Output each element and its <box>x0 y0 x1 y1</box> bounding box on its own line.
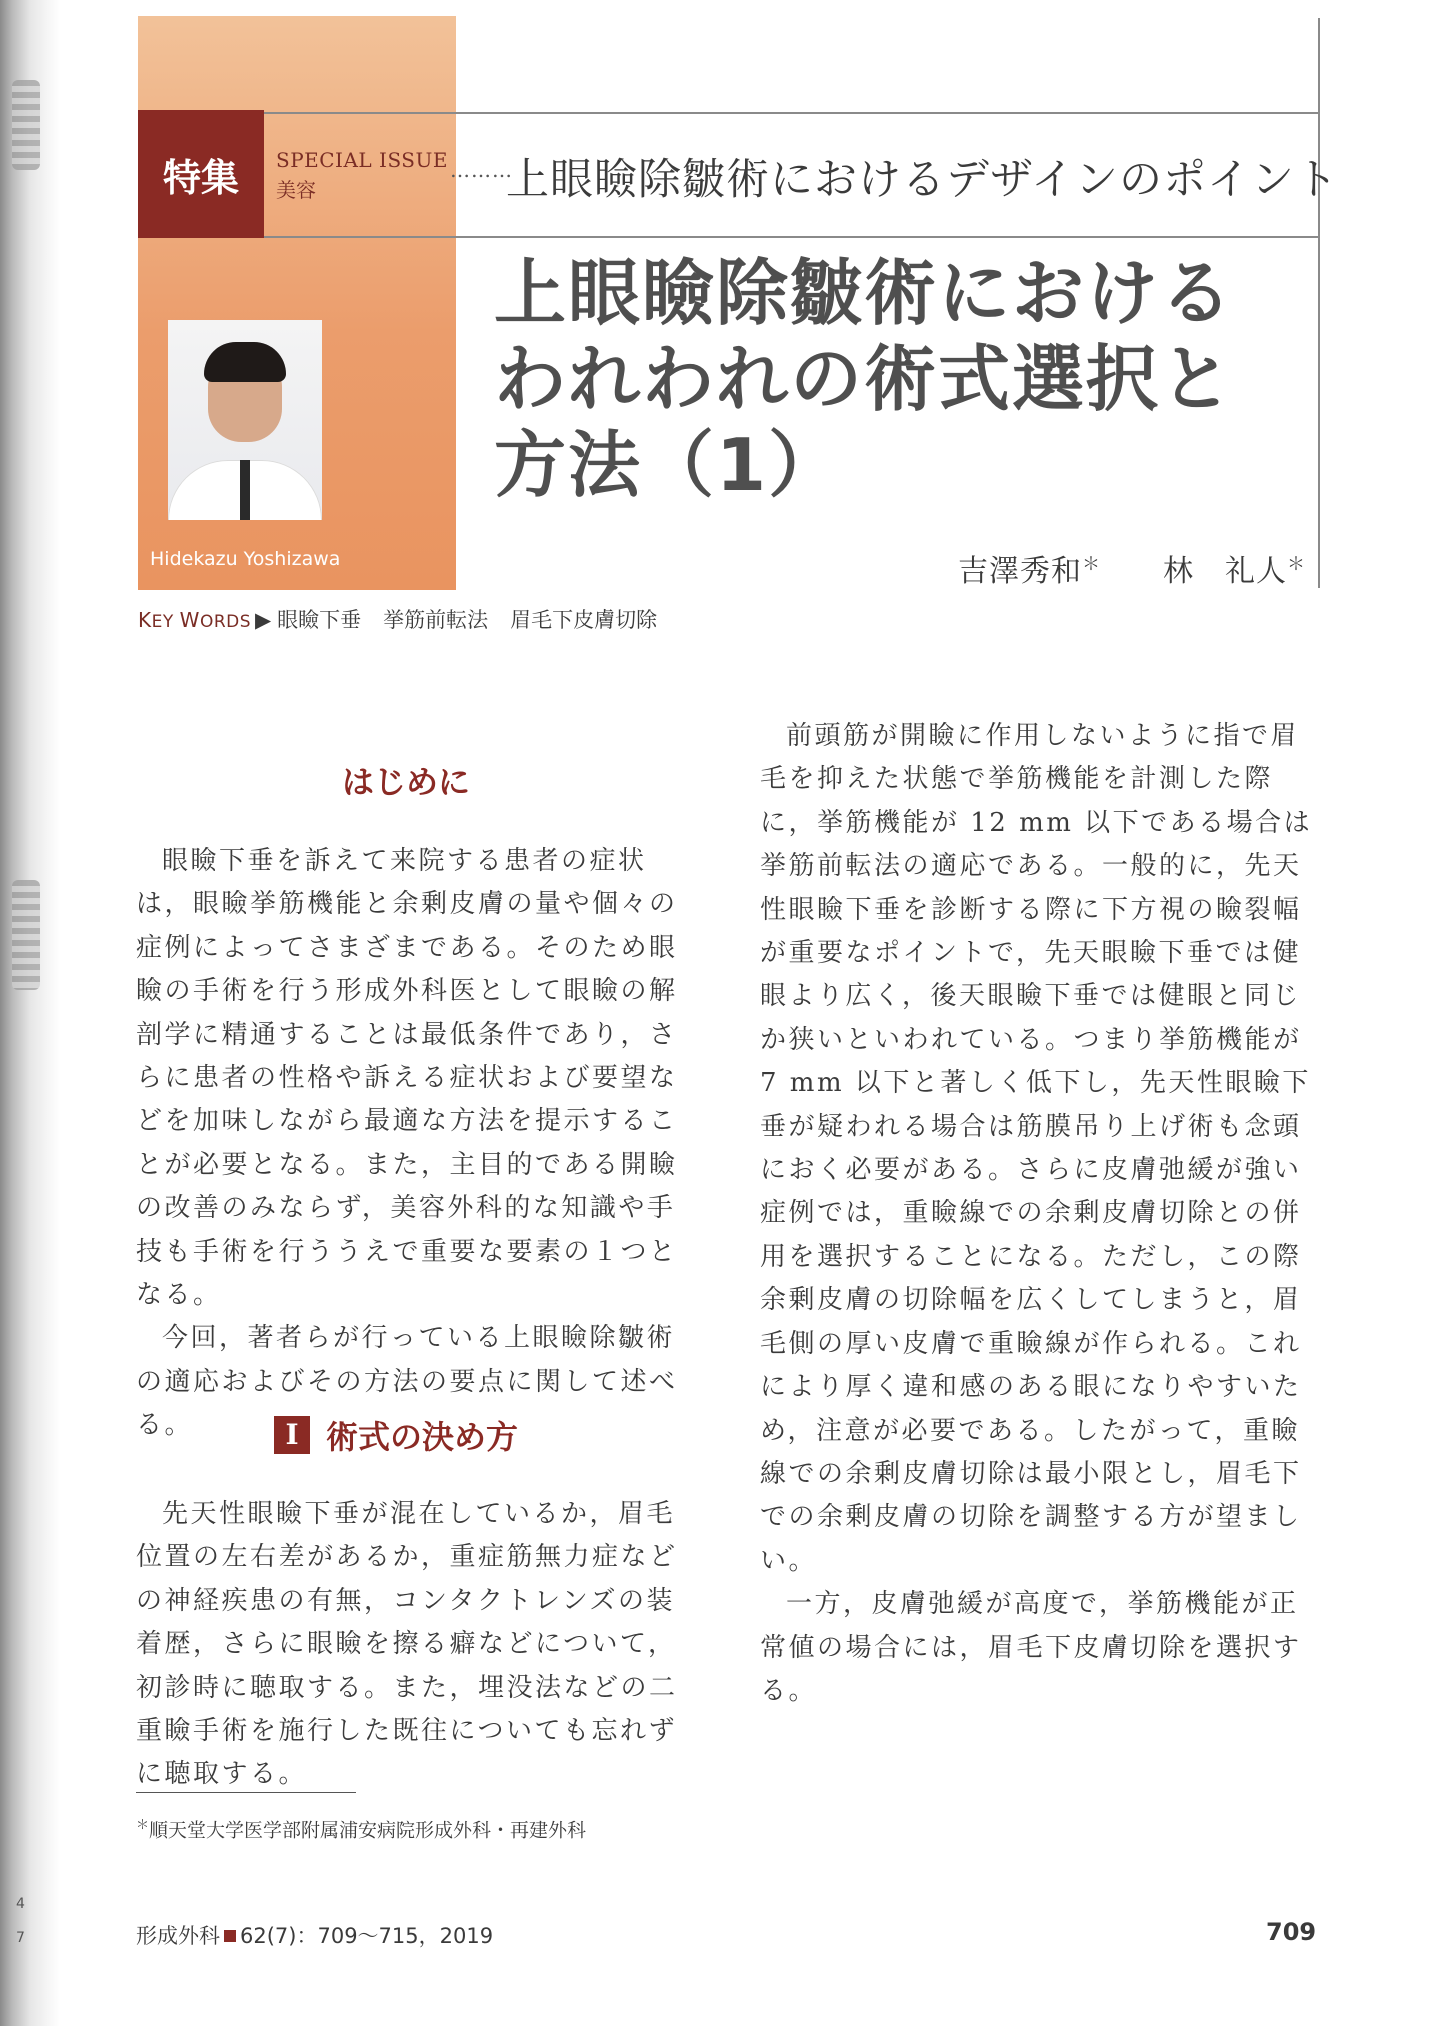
spine-ornament-middle <box>12 880 40 990</box>
affiliation-footnote <box>136 1814 586 1842</box>
keywords-arrow-icon: ▶ <box>255 608 272 632</box>
section-1-paragraph: 先天性眼瞼下垂が混在しているか，眉毛位置の左右差があるか，重症筋無力症などの神経疾患の有無，コンタクトレンズの装着歴，さらに眼瞼を擦る癖などについて，初診時に聴取する。また，埋没法などの二重瞼手術を施行した既往についても忘れずに聴取する。 <box>136 1499 678 1790</box>
section-1-title: 術式の決め方 <box>326 1418 519 1456</box>
citation-text: 62(7)：709〜715，2019 <box>240 1924 494 1948</box>
header-rule-top <box>264 112 1318 114</box>
keywords-label: KEY WORDS <box>138 608 252 632</box>
feature-badge: 特集 <box>138 110 264 238</box>
right-column <box>760 715 1316 1713</box>
author-1: 吉澤秀和 <box>958 554 1082 589</box>
category-label: 美容 <box>276 178 316 202</box>
spine-ornament-top <box>12 80 40 170</box>
author-2: 林 礼人 <box>1163 554 1287 589</box>
series-title: 上眼瞼除皺術におけるデザインのポイント <box>506 155 1339 205</box>
journal-citation <box>136 1920 493 1950</box>
section-1-heading <box>274 1412 518 1458</box>
article-title <box>494 250 1314 508</box>
keywords <box>138 604 679 634</box>
left-column-section-1 <box>136 1493 692 1797</box>
title-line-3: 方法（1） <box>494 423 843 507</box>
header-right-rule <box>1318 18 1320 588</box>
spine-mark-2: 7 <box>16 1930 25 1946</box>
header-rule-bottom <box>264 236 1318 238</box>
keyword-item: 眼瞼下垂 <box>277 608 362 632</box>
keyword-item: 挙筋前転法 <box>383 608 489 632</box>
intro-heading: はじめに <box>342 763 471 801</box>
leader-dots: ……… <box>450 158 513 182</box>
author-list <box>958 546 1306 590</box>
page-number: 709 <box>1266 1918 1317 1946</box>
binding-shadow <box>0 0 60 2026</box>
right-paragraph-2: 一方，皮膚弛緩が高度で，挙筋機能が正常値の場合には，眉毛下皮膚切除を選択する。 <box>760 1589 1302 1706</box>
keyword-item: 眉毛下皮膚切除 <box>510 608 658 632</box>
section-number-badge: I <box>274 1416 310 1454</box>
special-issue-label: SPECIAL ISSUE <box>276 148 448 172</box>
footnote-mark: ＊ <box>136 1818 150 1833</box>
right-paragraph-1: 前頭筋が開瞼に作用しないように指で眉毛を抑えた状態で挙筋機能を計測した際に，挙筋機能が 12 mm 以下である場合は挙筋前転法の適応である。一般的に，先天性眼瞼下垂を診断する際に下方視の瞼裂幅が重要なポイントで，先天眼瞼下垂では健眼より広く，後天眼瞼下垂では健眼と同じか狭いといわれている。つまり挙筋機能が 7 mm 以下と著しく低下し，先天性眼瞼下垂が疑われる場合は筋膜吊り上げ術も念頭におく必要がある。さらに皮膚弛緩が強い症例では，重瞼線での余剰皮膚切除との併用を選択することになる。ただし，この際余剰皮膚の切除幅を広くしてしまうと，眉毛側の厚い皮膚で重瞼線が作られる。これにより厚く違和感のある眼になりやすいため，注意が必要である。したがって，重瞼線での余剰皮膚切除は最小限とし，眉毛下での余剰皮膚の切除を調整する方が望ましい。 <box>760 721 1313 1576</box>
intro-paragraph-1: 眼瞼下垂を訴えて来院する患者の症状は，眼瞼挙筋機能と余剰皮膚の量や個々の症例によってさまざまである。そのため眼瞼の手術を行う形成外科医として眼瞼の解剖学に精通することは最低条件であり，さらに患者の性格や訴える症状および要望などを加味しながら最適な方法を提示することが必要となる。また，主目的である開瞼の改善のみならず，美容外科的な知識や手技も手術を行ううえで重要な要素の１つとなる。 <box>136 846 678 1311</box>
author-photo-caption: Hidekazu Yoshizawa <box>150 548 341 570</box>
left-column <box>136 840 692 1448</box>
title-line-2: われわれの術式選択と <box>494 337 1235 421</box>
intro-paragraph-2: 今回，著者らが行っている上眼瞼除皺術の適応およびその方法の要点に関して述べる。 <box>136 1323 678 1441</box>
journal-name: 形成外科 <box>136 1924 220 1948</box>
square-bullet-icon <box>224 1930 236 1942</box>
author-photo <box>168 320 322 520</box>
author-2-mark: ＊ <box>1287 554 1306 575</box>
author-1-mark: ＊ <box>1082 554 1101 575</box>
spine-mark-1: 4 <box>16 1896 25 1912</box>
footnote-rule <box>136 1792 356 1793</box>
title-line-1: 上眼瞼除皺術における <box>494 251 1235 335</box>
footnote-text: 順天堂大学医学部附属浦安病院形成外科・再建外科 <box>149 1819 587 1842</box>
